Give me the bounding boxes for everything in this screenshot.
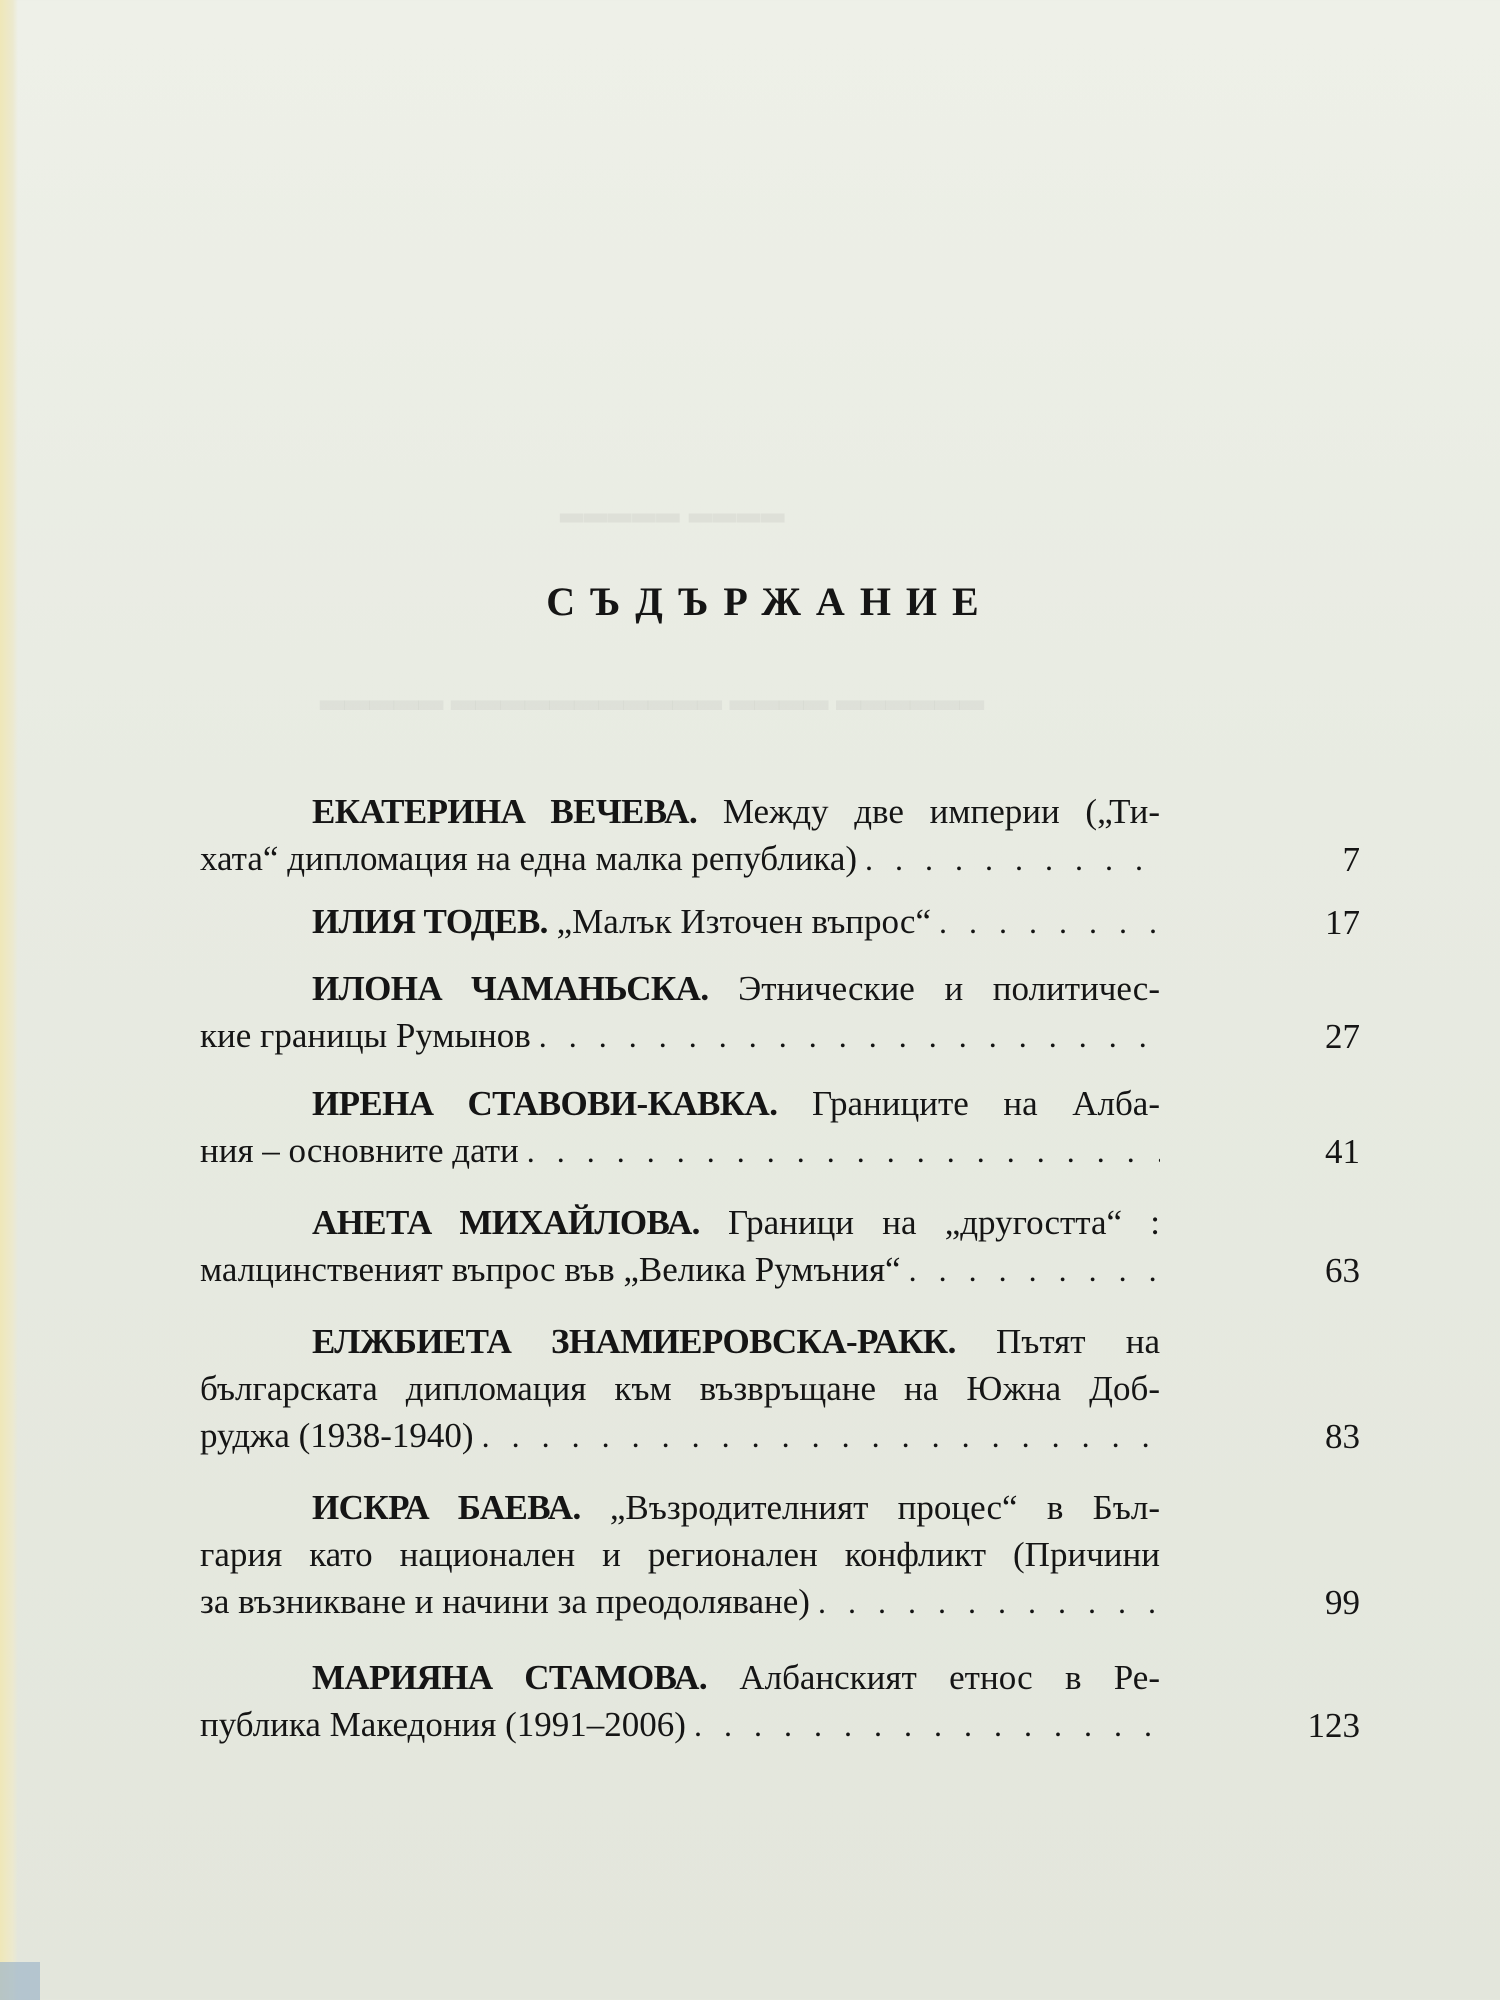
toc-entry-title-cont: руджа (1938-1940) <box>200 1416 474 1455</box>
toc-entry[interactable] <box>200 965 1360 1060</box>
show-through-text <box>320 672 984 710</box>
toc-entry-title-cont: малцинственият въпрос във „Велика Румъния“ <box>200 1250 901 1289</box>
toc-entry-title: Граници на „другостта“ : <box>699 1203 1160 1242</box>
toc-entry-title-cont: за възникване и начини за преодоляване) <box>200 1582 810 1621</box>
dot-leader <box>909 1247 1160 1294</box>
toc-entry-title-cont: кие границы Румынов <box>200 1016 531 1055</box>
toc-entry-author: ИСКРА БАЕВА. <box>312 1488 581 1527</box>
toc-entry-title-cont: ния – основните дати <box>200 1131 519 1170</box>
toc-entry-first-line <box>200 1654 1160 1701</box>
toc-entry-title-cont: хата“ дипломация на една малка република) <box>200 839 858 878</box>
toc-entry-page: 99 <box>1325 1583 1360 1622</box>
toc-entry-author: ИЛИЯ ТОДЕВ. <box>312 902 548 941</box>
toc-entry-author: МАРИЯНА СТАМОВА. <box>312 1658 707 1697</box>
toc-entry-last-line <box>200 1246 1160 1294</box>
toc-entry[interactable] <box>200 1484 1360 1626</box>
toc-entry-title: Пътят на <box>955 1322 1161 1361</box>
toc-entry-first-line <box>200 788 1160 835</box>
toc-entry-page: 83 <box>1325 1417 1360 1456</box>
toc-entry-last-line <box>200 1701 1160 1749</box>
toc-entry[interactable] <box>200 1080 1360 1175</box>
toc-entry[interactable] <box>200 1654 1360 1749</box>
table-of-contents <box>200 788 1360 1749</box>
toc-entry-first-line <box>200 1484 1160 1531</box>
toc-entry-middle-line: гария като национален и регионален конфликт (Причини <box>200 1535 1160 1574</box>
toc-entry[interactable] <box>200 898 1360 946</box>
toc-entry-title: „Малък Източен въпрос“ <box>547 902 931 941</box>
toc-entry-page: 27 <box>1325 1017 1360 1056</box>
toc-entry-page: 17 <box>1325 903 1360 942</box>
toc-title: СЪДЪРЖАНИЕ <box>546 579 994 624</box>
toc-entry-page: 41 <box>1325 1132 1360 1171</box>
toc-entry-page: 7 <box>1342 840 1360 879</box>
toc-entry-page: 63 <box>1325 1251 1360 1290</box>
toc-entry[interactable] <box>200 1199 1360 1294</box>
toc-entry-title-cont: публика Македония (1991–2006) <box>200 1705 686 1744</box>
toc-entry-author: ЕКАТЕРИНА ВЕЧЕВА. <box>312 792 698 831</box>
toc-entry-first-line <box>200 898 1160 946</box>
dot-leader <box>818 1579 1160 1626</box>
toc-entry-last-line <box>200 1578 1160 1626</box>
toc-entry-author: ИРЕНА СТАВОВИ-КАВКА. <box>312 1084 778 1123</box>
toc-entry-author: АНЕТА МИХАЙЛОВА. <box>312 1203 700 1242</box>
toc-entry-last-line <box>200 1127 1160 1175</box>
toc-entry-first-line <box>200 1199 1160 1246</box>
toc-entry-first-line <box>200 1080 1160 1127</box>
toc-entry[interactable] <box>200 1318 1360 1460</box>
dot-leader <box>482 1413 1160 1460</box>
page-edge <box>0 0 18 2000</box>
toc-entry-last-line <box>200 1012 1160 1060</box>
background-object <box>0 1962 40 2000</box>
toc-entry-first-line <box>200 1318 1160 1365</box>
toc-entry-title: Албанският етнос в Ре- <box>707 1658 1160 1697</box>
dot-leader <box>865 836 1160 883</box>
dot-leader <box>694 1702 1160 1749</box>
toc-entry-title: Между две империи („Ти- <box>697 792 1160 831</box>
toc-entry-first-line <box>200 965 1160 1012</box>
toc-entry[interactable] <box>200 788 1360 883</box>
dot-leader <box>539 1013 1160 1060</box>
toc-entry-middle-line: българската дипломация към възвръщане на Южна Доб- <box>200 1369 1160 1408</box>
toc-entry-page: 123 <box>1307 1706 1360 1745</box>
toc-entry-title: Этнические и политичес- <box>708 969 1160 1008</box>
show-through-text: ▂▂▂▂▂ ▂▂▂▂ <box>560 489 786 522</box>
toc-entry-last-line <box>200 835 1160 883</box>
dot-leader <box>527 1128 1160 1175</box>
toc-entry-last-line <box>200 1412 1160 1460</box>
toc-entry-author: ЕЛЖБИЕТА ЗНАМИЕРОВСКА-РАКК. <box>312 1322 956 1361</box>
toc-entry-title: Границите на Алба- <box>777 1084 1160 1123</box>
dot-leader <box>939 899 1160 946</box>
toc-entry-author: ИЛОНА ЧАМАНЬСКА. <box>312 969 709 1008</box>
toc-entry-title: „Възродителният процес“ в Бъл- <box>580 1488 1160 1527</box>
